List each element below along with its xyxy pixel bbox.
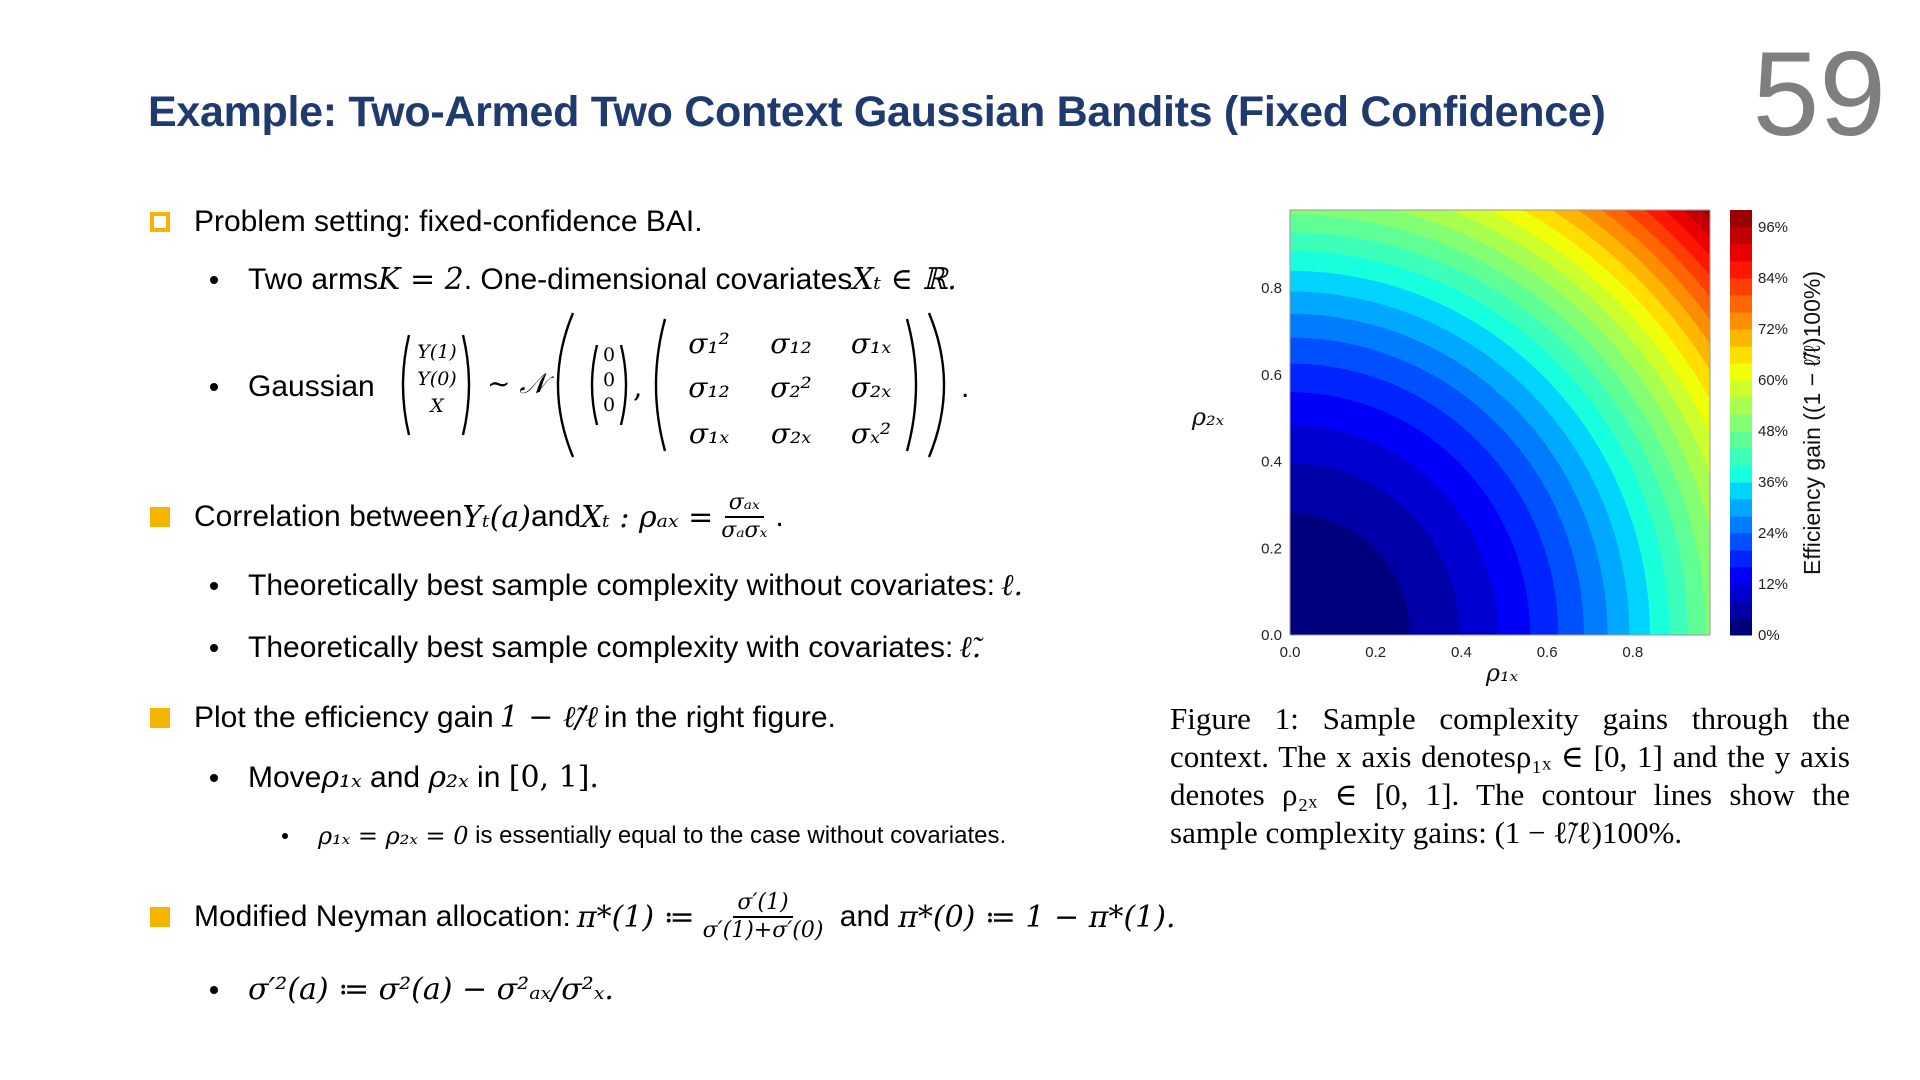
rho-fraction (717, 490, 771, 545)
colorbar-segment (1730, 346, 1752, 364)
colorbar-segment (1730, 227, 1752, 245)
bullet-plot-gain (150, 700, 836, 735)
bullet-neyman (150, 890, 1175, 945)
colorbar-segment (1730, 363, 1752, 381)
mean-0: 0 (602, 344, 616, 366)
dot-bullet-icon (210, 276, 218, 284)
colorbar-segment (1730, 397, 1752, 415)
square-bullet-icon (150, 708, 170, 728)
bullet-text: Theoretically best sample complexity with covariates: (248, 630, 954, 664)
colorbar-segment (1730, 448, 1752, 466)
colorbar-segment (1730, 414, 1752, 432)
bullet-text: Theoretically best sample complexity without covariates: (248, 568, 995, 602)
colorbar-segment (1730, 567, 1752, 585)
lhs-left-paren (403, 335, 409, 435)
math-efficiency-gain: 1 − ℓ̃/ℓ (499, 700, 599, 735)
colorbar-segment (1730, 278, 1752, 296)
cov-13: σ₁ₓ (850, 327, 892, 360)
x-tick-label: 0.8 (1622, 644, 1644, 661)
x-axis-label: ρ₁ₓ (1485, 659, 1519, 687)
page-title: Example: Two-Armed Two Context Gaussian Bandits (Fixed Confidence) (148, 88, 1606, 136)
x-tick-label: 0.6 (1536, 644, 1558, 661)
normal-dist-symbol: ~ 𝒩 (487, 367, 547, 400)
bullet-text: in the right figure. (604, 700, 836, 734)
math-covariate-domain: Xₜ ∈ ℝ. (852, 262, 957, 297)
math-k-equals-2: K = 2 (378, 262, 464, 297)
y-tick-label: 0.6 (1261, 366, 1282, 384)
math-pi-1: π*(1) ≔ (576, 899, 695, 935)
colorbar-ticks (1758, 219, 1788, 644)
colorbar-segment (1730, 312, 1752, 330)
cov-22: σ₂² (770, 371, 812, 404)
fraction-numerator: σ′(1) (733, 890, 792, 918)
math-rho-ax: Xₜ : ρₐₓ = (581, 499, 714, 535)
lhs-right-paren (463, 335, 469, 435)
bullet-best-with-covariates (210, 630, 981, 665)
math-ell: ℓ. (1000, 568, 1024, 603)
colorbar-segment (1730, 533, 1752, 551)
neyman-fraction (699, 890, 828, 945)
mean-1: 0 (602, 369, 616, 391)
gaussian-distribution-equation (395, 305, 1015, 465)
colorbar-label: Efficiency gain ((1 − ℓ̃/ℓ)100%) (1799, 271, 1825, 575)
bullet-text: Correlation between (194, 500, 463, 534)
colorbar-tick-label: 12% (1758, 576, 1789, 593)
colorbar-segment (1730, 499, 1752, 517)
colorbar (1730, 210, 1752, 636)
colorbar-tick-label: 24% (1758, 525, 1789, 542)
page-number: 59 (1752, 27, 1886, 161)
dot-bullet-icon (210, 383, 218, 391)
bullet-two-arms (210, 262, 957, 297)
lhs-y0: Y(0) (417, 368, 457, 390)
math-rho-zero: ρ₁ₓ = ρ₂ₓ = 0 (318, 822, 469, 850)
square-bullet-icon (150, 507, 170, 527)
cov-32: σ₂ₓ (770, 417, 812, 450)
y-tick-label: 0.2 (1261, 540, 1282, 558)
colorbar-segment (1730, 550, 1752, 568)
colorbar-tick-label: 36% (1758, 474, 1789, 491)
math-sigma-prime: σ′²(a) ≔ σ²(a) − σ²ₐₓ/σ²ₓ. (248, 972, 614, 1007)
math-yt-a: Yₜ(a) (462, 499, 531, 535)
dot-bullet-icon (210, 644, 218, 652)
lhs-y1: Y(1) (417, 341, 457, 363)
colorbar-segment (1730, 431, 1752, 449)
colorbar-segment (1730, 261, 1752, 279)
colorbar-segment (1730, 584, 1752, 602)
bullet-text: Move (248, 760, 322, 794)
bullet-text: Problem setting: fixed-confidence BAI. (194, 205, 703, 238)
comma: , (633, 370, 643, 405)
x-tick-label: 0.4 (1450, 644, 1472, 661)
colorbar-segment (1730, 516, 1752, 534)
colorbar-segment (1730, 244, 1752, 262)
bullet-sigma-prime (210, 972, 614, 1007)
bullet-best-without-covariates (210, 568, 1023, 603)
bullet-text: and (361, 760, 429, 794)
bullet-rho-zero (282, 822, 1006, 850)
figure-caption: Figure 1: Sample complexity gains through the context. The x axis denotesρ₁ₓ ∈ [0, 1] and the y axis denotes ρ₂ₓ ∈ [0, 1]. The contour lines show the sample complexity gains: (1 − ℓ̃/ℓ)100%. (1170, 701, 1850, 850)
x-tick-label: 0.0 (1279, 644, 1301, 661)
dot-bullet-icon (210, 582, 218, 590)
y-tick-label: 0.8 (1261, 280, 1282, 298)
bullet-text: Gaussian (248, 370, 375, 403)
bullet-text: and (531, 500, 582, 534)
math-rho1x: ρ₁ₓ (321, 760, 362, 795)
bullet-text: Modified Neyman allocation: (194, 900, 571, 934)
colorbar-segment (1730, 482, 1752, 500)
hollow-square-bullet-icon (150, 212, 170, 232)
bullet-problem-setting (150, 205, 703, 239)
colorbar-tick-label: 72% (1758, 321, 1789, 338)
mean-left-paren (592, 345, 597, 425)
fraction-denominator: σₐσₓ (721, 518, 768, 544)
math-ell-tilde: ℓ̃. (959, 630, 982, 665)
mean-right-paren (621, 345, 626, 425)
math-rho2x: ρ₂ₓ (428, 760, 469, 795)
mean-2: 0 (602, 394, 616, 416)
colorbar-tick-label: 96% (1758, 219, 1789, 236)
bullet-text: and (831, 900, 899, 934)
math-interval: [0, 1]. (508, 760, 599, 795)
colorbar-tick-label: 60% (1758, 372, 1789, 389)
colorbar-tick-label: 0% (1758, 627, 1780, 644)
cov-12: σ₁₂ (770, 327, 812, 360)
y-axis-ticks (1261, 280, 1282, 644)
colorbar-segment (1730, 380, 1752, 398)
colorbar-segment (1730, 329, 1752, 347)
colorbar-segment (1730, 295, 1752, 313)
cov-23: σ₂ₓ (850, 371, 892, 404)
bullet-text: Plot the efficiency gain (194, 700, 494, 734)
lhs-x: X (430, 395, 444, 417)
square-bullet-icon (150, 907, 170, 927)
bullet-correlation: Correlation between Yₜ(a) and Xₜ : ρₐₓ = $\frac{\text{σₐₓ}}{\text{σₐσₓ}}$ . (150, 490, 784, 545)
x-tick-label: 0.2 (1365, 644, 1387, 661)
cov-31: σ₁ₓ (688, 417, 730, 450)
bullet-text: . One-dimensional covariates (463, 262, 853, 296)
y-axis-label: ρ₂ₓ (1191, 403, 1225, 431)
bullet-gaussian (210, 370, 375, 404)
dot-bullet-icon (282, 833, 288, 839)
outer-left-paren (558, 313, 573, 457)
bullet-text: is essentially equal to the case without covariates. (468, 822, 1007, 849)
y-tick-label: 0.0 (1261, 627, 1282, 644)
period: . (961, 371, 970, 404)
colorbar-segment (1730, 618, 1752, 636)
cov-33: σₓ² (850, 417, 892, 450)
y-tick-label: 0.4 (1261, 453, 1282, 471)
dot-bullet-icon (210, 774, 218, 782)
bullet-text: in (468, 760, 509, 794)
bullet-text: Two arms (248, 262, 379, 296)
colorbar-tick-label: 84% (1758, 270, 1789, 287)
bullet-move-rho (210, 760, 599, 795)
colorbar-segment (1730, 601, 1752, 619)
efficiency-gain-contour-chart (1180, 195, 1840, 695)
cov-21: σ₁₂ (688, 371, 730, 404)
cov-11: σ₁² (688, 327, 730, 360)
outer-right-paren (929, 313, 944, 457)
x-axis-ticks (1280, 644, 1644, 661)
fraction-numerator: σₐₓ (725, 490, 764, 518)
colorbar-segment (1730, 465, 1752, 483)
dot-bullet-icon (210, 986, 218, 994)
colorbar-tick-label: 48% (1758, 423, 1789, 440)
math-pi-0: π*(0) ≔ 1 − π*(1). (898, 899, 1176, 935)
colorbar-segment (1730, 210, 1752, 228)
cov-left-paren (656, 319, 665, 451)
fraction-denominator: σ′(1)+σ′(0) (702, 918, 824, 944)
cov-right-paren (907, 319, 916, 451)
